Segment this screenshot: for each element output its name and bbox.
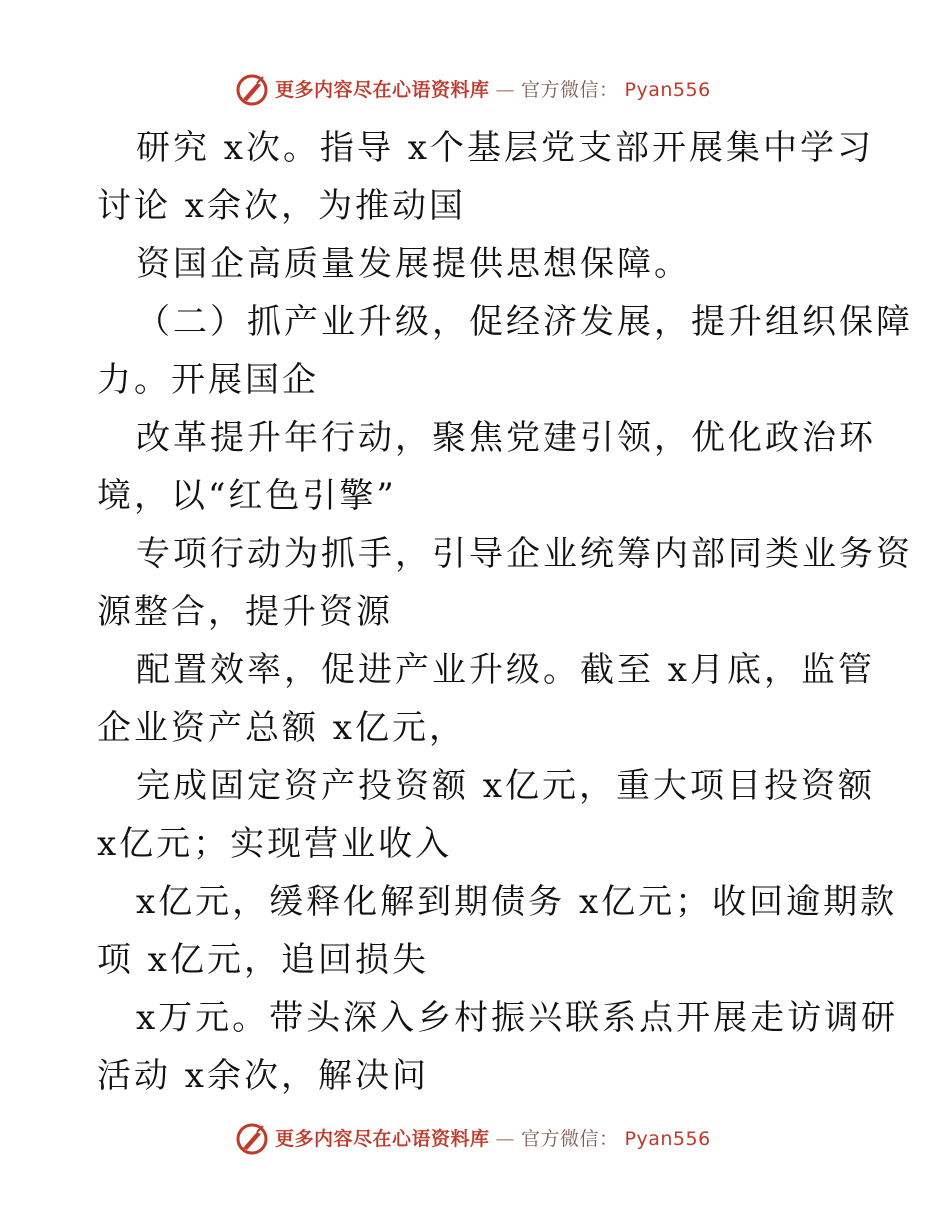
watermark-dash: — xyxy=(495,1128,516,1150)
footer-watermark xyxy=(235,1121,711,1157)
watermark-code: Pyan556 xyxy=(624,1128,711,1150)
text-line: 源整合，提升资源 xyxy=(97,592,393,632)
text-line: 配置效率，促进产业升级。截至 x月底，监管 xyxy=(136,650,875,690)
text-line: x亿元；实现营业收入 xyxy=(97,824,453,864)
text-line: 研究 x次。指导 x个基层党支部开展集中学习 xyxy=(136,128,874,168)
watermark-brand: 更多内容尽在心语资料库 xyxy=(275,1128,490,1150)
text-line: x万元。带头深入乡村振兴联系点开展走访调研 xyxy=(136,998,899,1038)
text-line: 项 x亿元，追回损失 xyxy=(97,940,429,980)
watermark-code: Pyan556 xyxy=(624,79,711,101)
text-line: 力。开展国企 xyxy=(97,360,319,400)
text-line: 企业资产总额 x亿元， xyxy=(97,708,466,748)
watermark-dash: — xyxy=(495,79,516,101)
text-line: x亿元，缓释化解到期债务 x亿元；收回逾期款 xyxy=(136,882,898,922)
text-line: 专项行动为抓手，引导企业统筹内部同类业务资 xyxy=(136,534,913,574)
quill-logo-icon xyxy=(235,1122,269,1156)
text-line: 资国企高质量发展提供思想保障。 xyxy=(136,244,691,284)
watermark-brand: 更多内容尽在心语资料库 xyxy=(275,79,490,101)
quill-logo-icon xyxy=(235,73,269,107)
text-line: 改革提升年行动，聚焦党建引领，优化政治环 xyxy=(136,418,876,458)
watermark-label: 官方微信： xyxy=(521,1128,619,1150)
header-watermark xyxy=(235,72,711,108)
text-line: 完成固定资产投资额 x亿元，重大项目投资额 xyxy=(136,766,875,806)
text-line: （二）抓产业升级，促经济发展，提升组织保障 xyxy=(136,302,913,342)
text-line: 活动 x余次，解决问 xyxy=(97,1056,429,1096)
text-line: 讨论 x余次，为推动国 xyxy=(97,186,466,226)
watermark-label: 官方微信： xyxy=(521,79,619,101)
text-line: 境，以“红色引擎” xyxy=(97,476,397,516)
